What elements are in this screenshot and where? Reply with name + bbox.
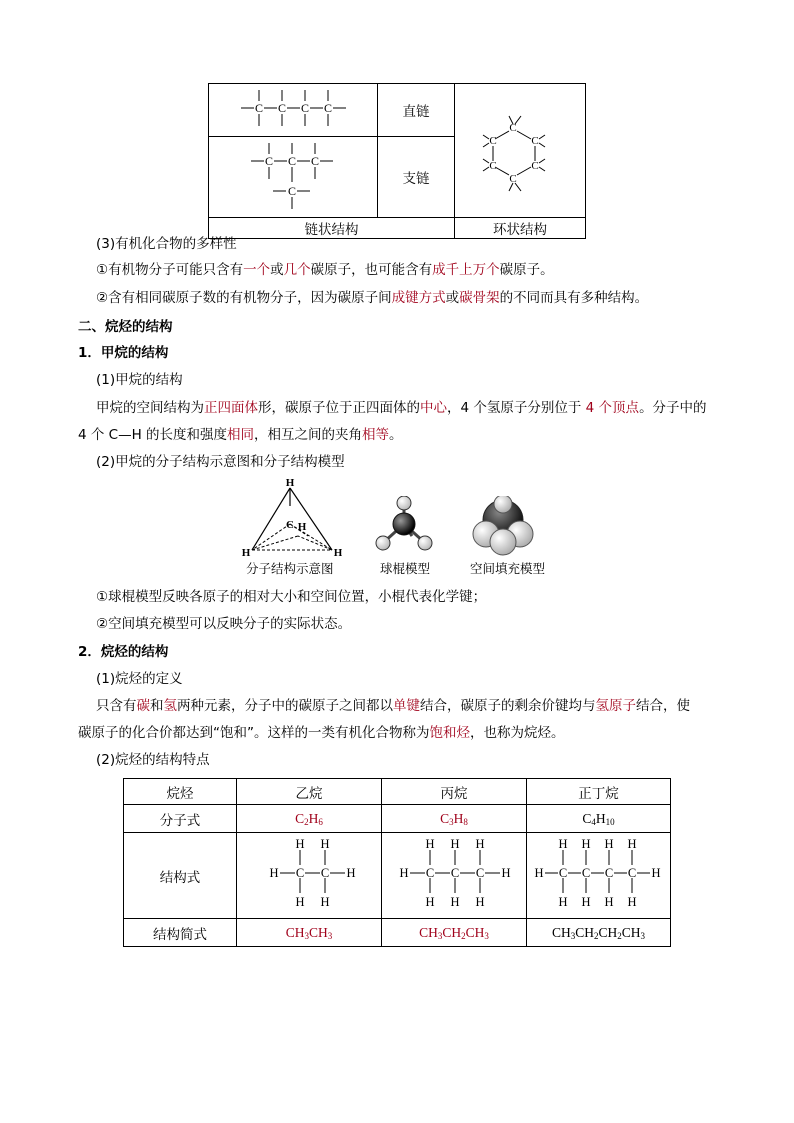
- hydrogen-atom: H: [450, 894, 460, 909]
- alkane-definition-line-1: 只含有碳和氢两种元素，分子中的碳原子之间都以单键结合，碳原子的剩余价键均与氢原子结合，使: [96, 698, 690, 714]
- tetrahedron-diagram: [238, 476, 342, 562]
- propane-formula: $C_3H_8$: [382, 805, 527, 833]
- methane-paragraph-line-2: 4 个 C—H 的长度和强度相同，相互之间的夹角相等。: [78, 427, 403, 443]
- hydrogen-atom: H: [475, 836, 485, 851]
- carbon-atom: C: [581, 865, 590, 880]
- methane-heading: 1．甲烷的结构: [78, 345, 169, 361]
- hydrogen-atom: H: [450, 836, 460, 851]
- propane-structural-formula: [384, 834, 524, 914]
- alkane-definition-line-2: 碳原子的化合价都达到“饱和”。这样的一类有机化合物称为饱和烃，也称为烷烃。: [78, 725, 565, 741]
- ethane-condensed: $CH_3CH_3$: [237, 919, 382, 947]
- carbon-atom: C: [323, 101, 333, 115]
- hydrogen-atom: H: [269, 865, 279, 880]
- branched-chain-label: 支链: [378, 137, 455, 218]
- row-label-structural-formula: 结构式: [124, 833, 237, 919]
- carbon-atom: C: [509, 122, 517, 134]
- butane-condensed: $CH_3CH_2CH_2CH_3$: [527, 919, 671, 947]
- methane-figures: [230, 476, 570, 580]
- carbon-atom: C: [558, 865, 567, 880]
- carbon-atom: C: [287, 184, 297, 198]
- carbon-atom: C: [450, 865, 460, 880]
- carbon-atom: C: [509, 173, 517, 185]
- carbon-atom: C: [320, 865, 330, 880]
- section-heading-alkane-structure: 二、烷烃的结构: [78, 319, 173, 335]
- methane-subheading-2: (2)甲烷的分子结构示意图和分子结构模型: [96, 454, 345, 470]
- hydrogen-atom: H: [399, 865, 409, 880]
- carbon-atom: C: [254, 101, 264, 115]
- carbon-atom: C: [310, 154, 320, 168]
- hydrogen-atom: H: [320, 894, 330, 909]
- hydrogen-atom: H: [580, 894, 591, 909]
- ethane-structural-formula: [244, 834, 374, 914]
- hydrogen-atom: H: [241, 547, 251, 559]
- row-label-condensed-formula: 结构简式: [124, 919, 237, 947]
- propane-structural-cell: [382, 833, 527, 919]
- methane-paragraph-line-1: 甲烷的空间结构为正四面体形，碳原子位于正四面体的中心，4 个氢原子分别位于 4 个顶点。分子中的: [96, 400, 707, 416]
- hydrogen-atom: H: [501, 865, 511, 880]
- diversity-point-1: ①有机物分子可能只含有一个或几个碳原子，也可能含有成千上万个碳原子。: [96, 262, 554, 278]
- carbon-atom: C: [627, 865, 636, 880]
- butane-formula: $C_4H_{10}$: [527, 805, 671, 833]
- alkane-subheading-2: (2)烷烃的结构特点: [96, 752, 210, 768]
- carbon-atom: C: [295, 865, 305, 880]
- hydrogen-atom: H: [295, 894, 305, 909]
- carbon-atom: C: [300, 101, 310, 115]
- table-header: 丙烷: [382, 779, 527, 805]
- hydrogen-atom: H: [475, 894, 485, 909]
- hydrogen-atom: H: [626, 836, 637, 851]
- ball-stick-caption: 球棍模型: [380, 561, 431, 576]
- ring-diagram: [455, 101, 585, 196]
- hydrogen-atom: H: [320, 836, 330, 851]
- branched-chain-diagram: [209, 137, 377, 213]
- propane-condensed: $CH_3CH_2CH_3$: [382, 919, 527, 947]
- hydrogen-atom: H: [626, 894, 637, 909]
- hydrogen-atom: H: [603, 836, 614, 851]
- diversity-heading: (3)有机化合物的多样性: [96, 236, 237, 252]
- ethane-formula: $C_2H_6$: [237, 805, 382, 833]
- hydrogen-atom: H: [557, 836, 568, 851]
- methane-subheading-1: (1)甲烷的结构: [96, 372, 183, 388]
- hydrogen-atom: H: [533, 865, 544, 880]
- hydrogen-atom: H: [285, 477, 295, 489]
- carbon-atom: C: [604, 865, 613, 880]
- table-header: 乙烷: [237, 779, 382, 805]
- hydrogen-atom: H: [603, 894, 614, 909]
- carbon-atom: C: [287, 154, 297, 168]
- carbon-atom: C: [425, 865, 435, 880]
- carbon-skeleton-table: [208, 83, 586, 238]
- alkane-subheading-1: (1)烷烃的定义: [96, 671, 183, 687]
- hydrogen-atom: H: [333, 547, 342, 559]
- carbon-atom: C: [264, 154, 274, 168]
- space-filling-note: ②空间填充模型可以反映分子的实际状态。: [96, 616, 352, 632]
- carbon-atom: C: [277, 101, 287, 115]
- diversity-point-2: ②含有相同碳原子数的有机物分子，因为碳原子间成键方式或碳骨架的不同而具有多种结构。: [96, 290, 649, 306]
- carbon-atom: C: [475, 865, 485, 880]
- hydrogen-atom: H: [650, 865, 661, 880]
- straight-chain-label: 直链: [378, 84, 455, 137]
- table-header: 烷烃: [124, 779, 237, 805]
- space-filling-model: [470, 496, 536, 558]
- carbon-atom: C: [531, 160, 539, 172]
- butane-structural-cell: [527, 833, 671, 919]
- space-filling-caption: 空间填充模型: [470, 561, 546, 576]
- table-header: 正丁烷: [527, 779, 671, 805]
- carbon-atom: C: [286, 519, 294, 531]
- ethane-structural-cell: [237, 833, 382, 919]
- straight-chain-diagram: [209, 84, 377, 132]
- carbon-atom: C: [489, 135, 497, 147]
- alkane-table: [123, 778, 671, 947]
- hydrogen-atom: H: [425, 894, 435, 909]
- hydrogen-atom: H: [425, 836, 435, 851]
- ring-diagram-cell: [455, 84, 586, 218]
- chain-structure-caption: 链状结构: [209, 218, 455, 239]
- alkane-heading: 2．烷烃的结构: [78, 644, 169, 660]
- ball-stick-note: ①球棍模型反映各原子的相对大小和空间位置，小棍代表化学键；: [96, 589, 487, 605]
- ball-and-stick-model: [372, 496, 436, 554]
- ring-structure-caption: 环状结构: [455, 218, 586, 239]
- butane-structural-formula: [529, 834, 669, 914]
- hydrogen-atom: H: [557, 894, 568, 909]
- hydrogen-atom: H: [297, 521, 307, 533]
- hydrogen-atom: H: [580, 836, 591, 851]
- branched-chain-diagram-cell: [209, 137, 378, 218]
- carbon-atom: C: [531, 135, 539, 147]
- structure-diagram-caption: 分子结构示意图: [246, 561, 334, 576]
- carbon-atom: C: [489, 160, 497, 172]
- straight-chain-diagram-cell: [209, 84, 378, 137]
- hydrogen-atom: H: [346, 865, 356, 880]
- hydrogen-atom: H: [295, 836, 305, 851]
- row-label-molecular-formula: 分子式: [124, 805, 237, 833]
